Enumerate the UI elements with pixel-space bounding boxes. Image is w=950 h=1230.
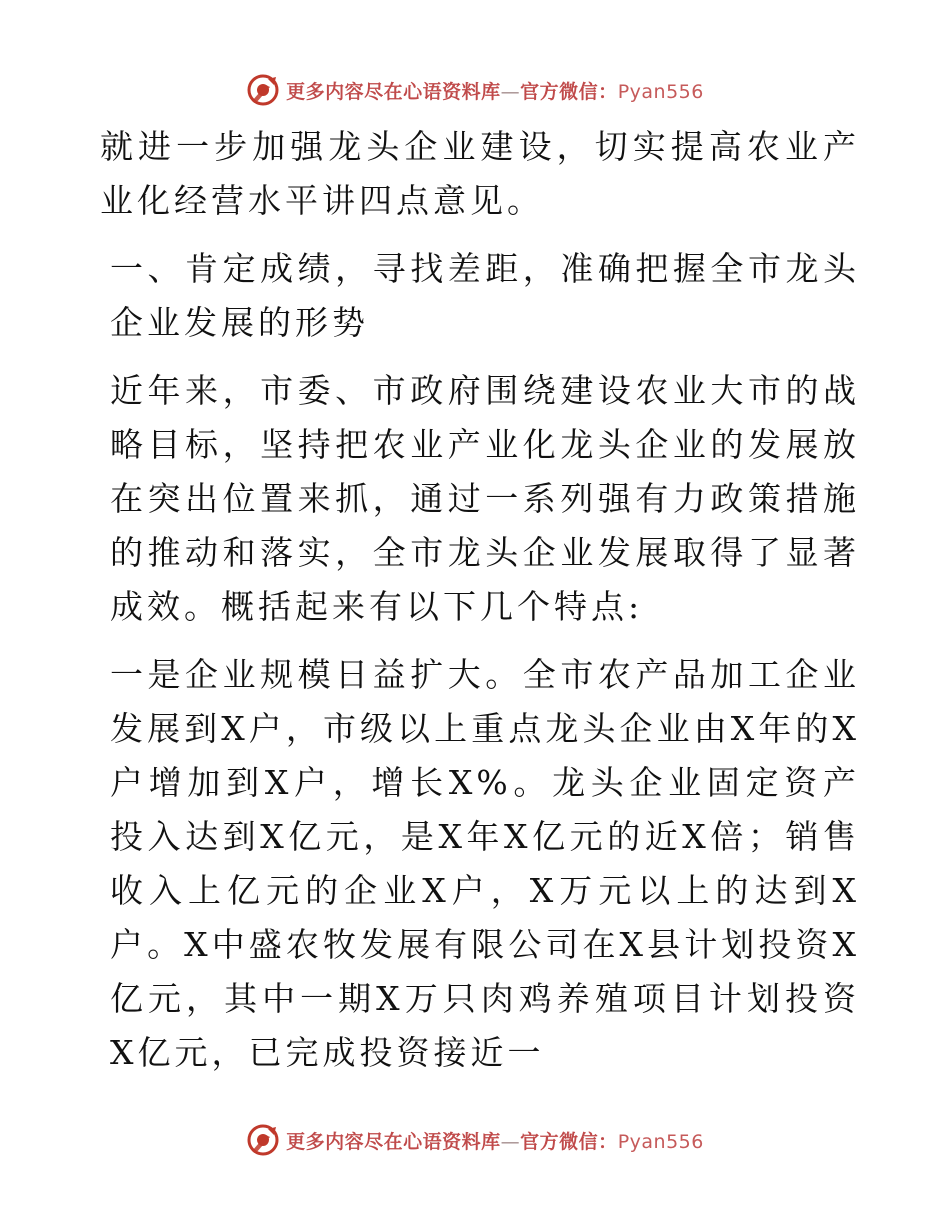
paragraph-intro: 就进一步加强龙头企业建设，切实提高农业产业化经营水平讲四点意见。 <box>100 127 860 220</box>
header-watermark-banner <box>0 70 950 110</box>
section-heading: 一、肯定成绩，寻找差距，准确把握全市龙头企业发展的形势 <box>110 249 860 342</box>
banner-official-label: 官方微信： <box>520 80 618 103</box>
paragraph-point-one: 一是企业规模日益扩大。全市农产品加工企业发展到X户，市级以上重点龙头企业由X年的X户增加到X户，增长X%。龙头企业固定资产投入达到X亿元，是X年X亿元的近X倍；销售收入上亿元的企业X户，X万元以上的达到X户。X中盛农牧发展有限公司在X县计划投资X亿元，其中一期X万只肉鸡养殖项目计划投资X亿元，已完成投资接近一 <box>110 655 860 1072</box>
banner-official-label: 官方微信： <box>520 1130 618 1153</box>
document-body <box>100 120 860 1094</box>
footer-watermark-banner <box>0 1120 950 1160</box>
banner-separator: — <box>500 80 521 103</box>
paragraph-overview: 近年来，市委、市政府围绕建设农业大市的战略目标，坚持把农业产业化龙头企业的发展放在突出位置来抓，通过一系列强有力政策措施的推动和落实，全市龙头企业发展取得了显著成效。概括起来有以下几个特点: <box>110 371 860 626</box>
banner-text <box>286 1127 704 1154</box>
brand-logo-icon <box>246 73 280 107</box>
banner-text <box>286 77 704 104</box>
banner-site-name: 更多内容尽在心语资料库 <box>286 80 501 103</box>
banner-wechat-id: Pyan556 <box>617 1130 704 1153</box>
banner-wechat-id: Pyan556 <box>617 80 704 103</box>
banner-site-name: 更多内容尽在心语资料库 <box>286 1130 501 1153</box>
brand-logo-icon <box>246 1123 280 1157</box>
banner-separator: — <box>500 1130 521 1153</box>
